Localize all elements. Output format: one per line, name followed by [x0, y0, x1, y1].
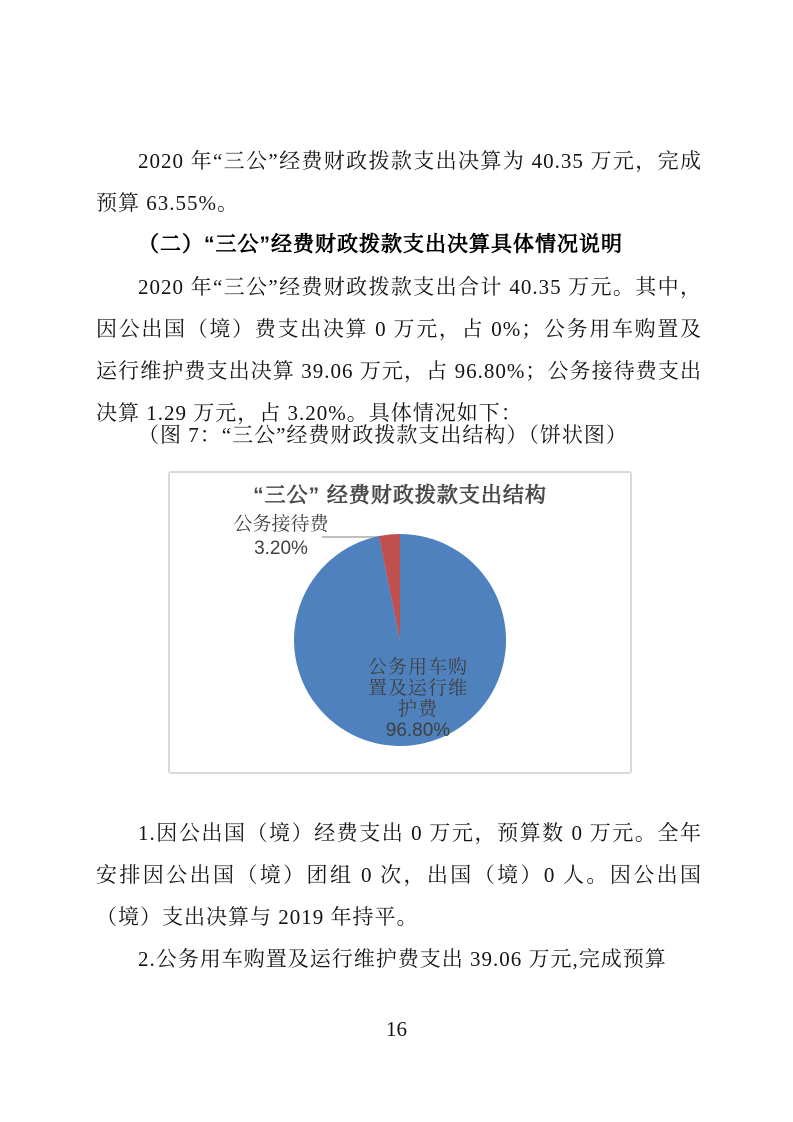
- inside-category: 公务用车购置及运行维护费: [367, 657, 468, 720]
- paragraph-detail: 2020 年“三公”经费财政拨款支出合计 40.35 万元。其中，因公出国（境）费支出决算 0 万元，占 0%；公务用车购置及运行维护费支出决算 39.06 万元，占 96.80%；公务接待费支出决算 1.29 万元，占 3.20%。具体情况如下：: [96, 275, 702, 425]
- page-number: 16: [386, 1017, 407, 1041]
- paragraph-item1: 1.因公出国（境）经费支出 0 万元，预算数 0 万元。全年安排因公出国（境）团组 0 次，出国（境）0 人。因公出国（境）支出决算与 2019 年持平。: [96, 821, 702, 929]
- document-body: [96, 140, 702, 980]
- pie-chart-figure: [168, 471, 632, 774]
- inside-percent: 96.80%: [385, 720, 451, 741]
- figure-caption: （图 7：“三公”经费财政拨款支出结构）（饼状图）: [138, 423, 628, 447]
- paragraph-item2: 2.公务用车购置及运行维护费支出 39.06 万元,完成预算: [138, 947, 667, 971]
- callout-percent: 3.20%: [254, 538, 308, 559]
- paragraph-summary: 2020 年“三公”经费财政拨款支出决算为 40.35 万元，完成预算 63.55%。: [96, 149, 702, 215]
- chart-title: “三公” 经费财政拨款支出结构: [253, 484, 547, 507]
- section-heading: （二）“三公”经费财政拨款支出决算具体情况说明: [138, 233, 623, 256]
- inside-label: [348, 657, 488, 741]
- callout-category: 公务接待费: [233, 514, 329, 535]
